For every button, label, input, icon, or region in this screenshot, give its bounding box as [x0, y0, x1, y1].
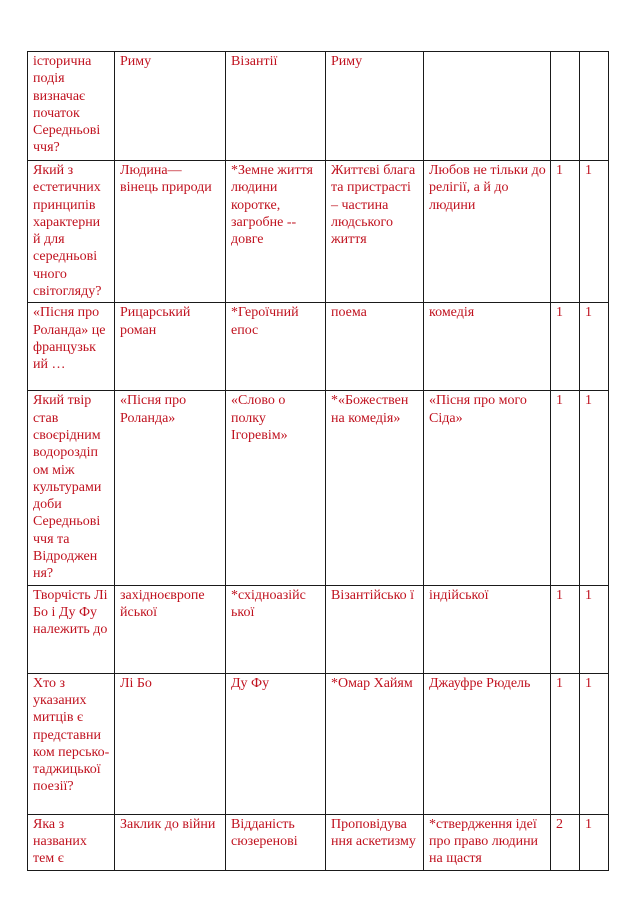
points-text: 1 — [556, 393, 563, 409]
points-text: 1 — [585, 393, 592, 409]
option-text: Ду Фу — [231, 675, 270, 691]
option-text: *Омар Хайям — [331, 675, 413, 691]
points-text: 1 — [556, 305, 563, 321]
points-cell — [580, 585, 609, 673]
table-row — [28, 673, 609, 814]
points-cell — [580, 303, 609, 391]
option-cell — [115, 673, 226, 814]
points-cell — [580, 814, 609, 870]
option-text: комедія — [429, 305, 475, 321]
points-cell — [580, 52, 609, 161]
question-text: Хто з указаних митців є представни ком персько-таджицької поезії? — [33, 675, 110, 795]
option-cell — [326, 52, 424, 161]
option-cell — [226, 161, 326, 303]
option-text: Риму — [120, 54, 152, 69]
question-cell — [28, 52, 115, 161]
option-cell — [226, 52, 326, 161]
option-cell — [326, 391, 424, 585]
table-row — [28, 303, 609, 391]
option-text: «Пісня про мого Сіда» — [429, 393, 527, 426]
option-cell — [226, 303, 326, 391]
option-cell — [115, 585, 226, 673]
points-text: 1 — [556, 163, 563, 178]
option-text: Риму — [331, 54, 363, 69]
option-text: Рицарський роман — [120, 305, 191, 338]
points-text: 1 — [556, 587, 563, 603]
option-cell — [226, 585, 326, 673]
option-text: *Земне життя людини коротке, загробне -- довге — [231, 163, 313, 248]
points-text: 1 — [556, 675, 563, 691]
question-text: «Пісня про Роланда» це французьк ий … — [33, 305, 106, 373]
points-text: 2 — [556, 816, 563, 832]
points-text: 1 — [585, 675, 592, 691]
option-text: Лі Бо — [120, 675, 152, 691]
points-text: 1 — [585, 816, 592, 832]
points-cell — [580, 161, 609, 303]
points-cell — [551, 303, 580, 391]
option-text: Джауфре Рюдель — [429, 675, 531, 691]
option-cell — [326, 814, 424, 870]
option-cell — [326, 303, 424, 391]
option-cell — [424, 161, 551, 303]
option-text: Проповідува ння аскетизму — [331, 816, 416, 849]
table-row — [28, 391, 609, 585]
question-text: Творчість Лі Бо і Ду Фу належить до — [33, 587, 108, 638]
option-cell — [326, 585, 424, 673]
option-cell — [424, 814, 551, 870]
option-text: «Пісня про Роланда» — [120, 393, 187, 426]
option-text: Візантійсько ї — [331, 587, 415, 603]
option-text: Відданість сюзеренові — [231, 816, 298, 849]
option-text: «Слово о полку Ігоревім» — [231, 393, 288, 443]
option-text: Візантії — [231, 54, 278, 69]
option-text: *ствердження ідеї про право людини на щастя — [429, 816, 539, 867]
option-text: Життєві блага та пристрасті – частина людського життя — [331, 163, 416, 248]
option-text: поема — [331, 305, 367, 321]
option-cell — [424, 673, 551, 814]
question-cell — [28, 391, 115, 585]
option-cell — [424, 391, 551, 585]
question-cell — [28, 585, 115, 673]
quiz-table — [27, 51, 609, 871]
option-text: Заклик до війни — [120, 816, 216, 832]
points-cell — [580, 673, 609, 814]
option-text: Любов не тільки до релігії, а й до людини — [429, 163, 546, 213]
points-text: 1 — [585, 587, 592, 603]
points-cell — [551, 161, 580, 303]
question-text: Який твір став своєрідним водороздіп ом між культурами доби Середньові ччя та Відроджен ня? — [33, 393, 102, 582]
points-text: 1 — [585, 163, 592, 178]
option-cell — [115, 814, 226, 870]
question-text: історична подія визначає початок Середньові ччя? — [33, 54, 101, 156]
option-cell — [115, 52, 226, 161]
table-row — [28, 52, 609, 161]
question-cell — [28, 161, 115, 303]
option-cell — [424, 303, 551, 391]
option-cell — [115, 303, 226, 391]
points-text: 1 — [585, 305, 592, 321]
question-cell — [28, 673, 115, 814]
option-cell — [226, 814, 326, 870]
points-cell — [551, 391, 580, 585]
option-text: Людина— вінець природи — [120, 163, 212, 196]
option-text: *«Божествен на комедія» — [331, 393, 409, 426]
question-cell — [28, 303, 115, 391]
option-cell — [115, 391, 226, 585]
option-cell — [424, 585, 551, 673]
option-cell — [326, 161, 424, 303]
option-text: *східноазійс ької — [231, 587, 306, 620]
question-text: Який з естетичних принципів характерни й для середньові чного світогляду? — [33, 163, 102, 300]
table-row — [28, 161, 609, 303]
option-cell — [226, 391, 326, 585]
table-row — [28, 585, 609, 673]
option-text: індійської — [429, 587, 489, 603]
option-cell — [115, 161, 226, 303]
points-cell — [551, 673, 580, 814]
option-cell — [226, 673, 326, 814]
points-cell — [580, 391, 609, 585]
points-cell — [551, 814, 580, 870]
option-text: західноєвропе йської — [120, 587, 205, 620]
option-cell — [326, 673, 424, 814]
points-cell — [551, 585, 580, 673]
option-cell — [424, 52, 551, 161]
table-row — [28, 814, 609, 870]
points-cell — [551, 52, 580, 161]
question-cell — [28, 814, 115, 870]
option-text: *Героїчний епос — [231, 305, 299, 338]
question-text: Яка з названих тем є — [33, 816, 87, 867]
